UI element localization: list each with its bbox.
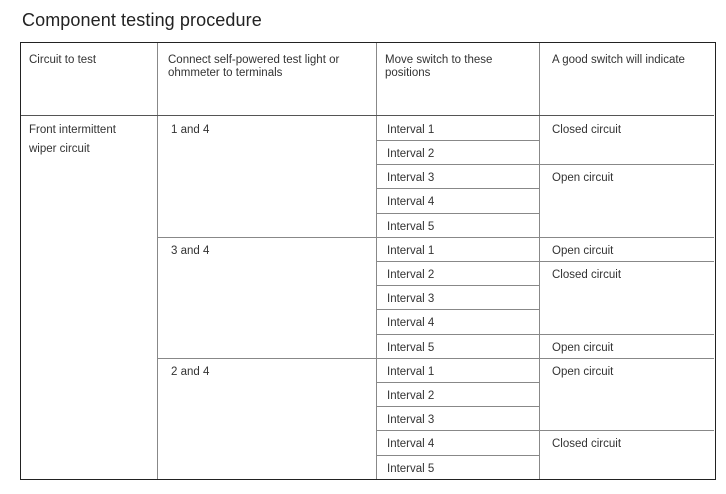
header-positions-line2: positions xyxy=(385,67,431,79)
position-cell: Interval 5 xyxy=(387,342,435,354)
result-divider xyxy=(539,261,714,262)
position-cell: Interval 3 xyxy=(387,172,435,184)
position-cell: Interval 1 xyxy=(387,124,435,136)
position-cell: Interval 5 xyxy=(387,463,435,475)
header-circuit: Circuit to test xyxy=(29,54,97,66)
row-divider xyxy=(376,309,539,310)
position-cell: Interval 1 xyxy=(387,245,435,257)
circuit-name-line2: wiper circuit xyxy=(29,143,90,155)
result-cell: Open circuit xyxy=(552,245,614,257)
result-cell: Open circuit xyxy=(552,172,614,184)
header-connect-line1: Connect self-powered test light or xyxy=(168,54,340,66)
row-divider xyxy=(376,164,539,165)
position-cell: Interval 2 xyxy=(387,148,435,160)
result-cell: Closed circuit xyxy=(552,438,622,450)
row-divider xyxy=(376,406,539,407)
header-positions-line1: Move switch to these xyxy=(385,54,493,66)
row-divider xyxy=(376,334,539,335)
group-divider xyxy=(157,358,714,359)
row-divider xyxy=(376,261,539,262)
row-divider xyxy=(376,188,539,189)
row-divider xyxy=(376,140,539,141)
position-cell: Interval 5 xyxy=(387,221,435,233)
result-cell: Closed circuit xyxy=(552,124,622,136)
header-indicate: A good switch will indicate xyxy=(552,54,685,66)
row-divider xyxy=(376,455,539,456)
position-cell: Interval 3 xyxy=(387,293,435,305)
result-cell: Open circuit xyxy=(552,366,614,378)
position-cell: Interval 4 xyxy=(387,438,435,450)
terminals-cell: 3 and 4 xyxy=(171,245,210,257)
position-cell: Interval 4 xyxy=(387,196,435,208)
circuit-name-line1: Front intermittent xyxy=(29,124,116,136)
terminals-cell: 2 and 4 xyxy=(171,366,210,378)
group-divider xyxy=(157,237,714,238)
result-cell: Open circuit xyxy=(552,342,614,354)
header-connect-line2: ohmmeter to terminals xyxy=(168,67,283,79)
position-cell: Interval 3 xyxy=(387,414,435,426)
result-cell: Closed circuit xyxy=(552,269,622,281)
position-cell: Interval 2 xyxy=(387,390,435,402)
row-divider xyxy=(376,430,539,431)
result-divider xyxy=(539,430,714,431)
procedure-table xyxy=(20,42,716,480)
row-divider xyxy=(376,382,539,383)
result-divider xyxy=(539,164,714,165)
terminals-cell: 1 and 4 xyxy=(171,124,210,136)
position-cell: Interval 1 xyxy=(387,366,435,378)
row-divider xyxy=(376,285,539,286)
page-title: Component testing procedure xyxy=(22,10,262,30)
row-divider xyxy=(376,213,539,214)
position-cell: Interval 4 xyxy=(387,317,435,329)
result-divider xyxy=(539,334,714,335)
header-divider xyxy=(21,115,714,116)
column-divider xyxy=(157,43,158,479)
position-cell: Interval 2 xyxy=(387,269,435,281)
